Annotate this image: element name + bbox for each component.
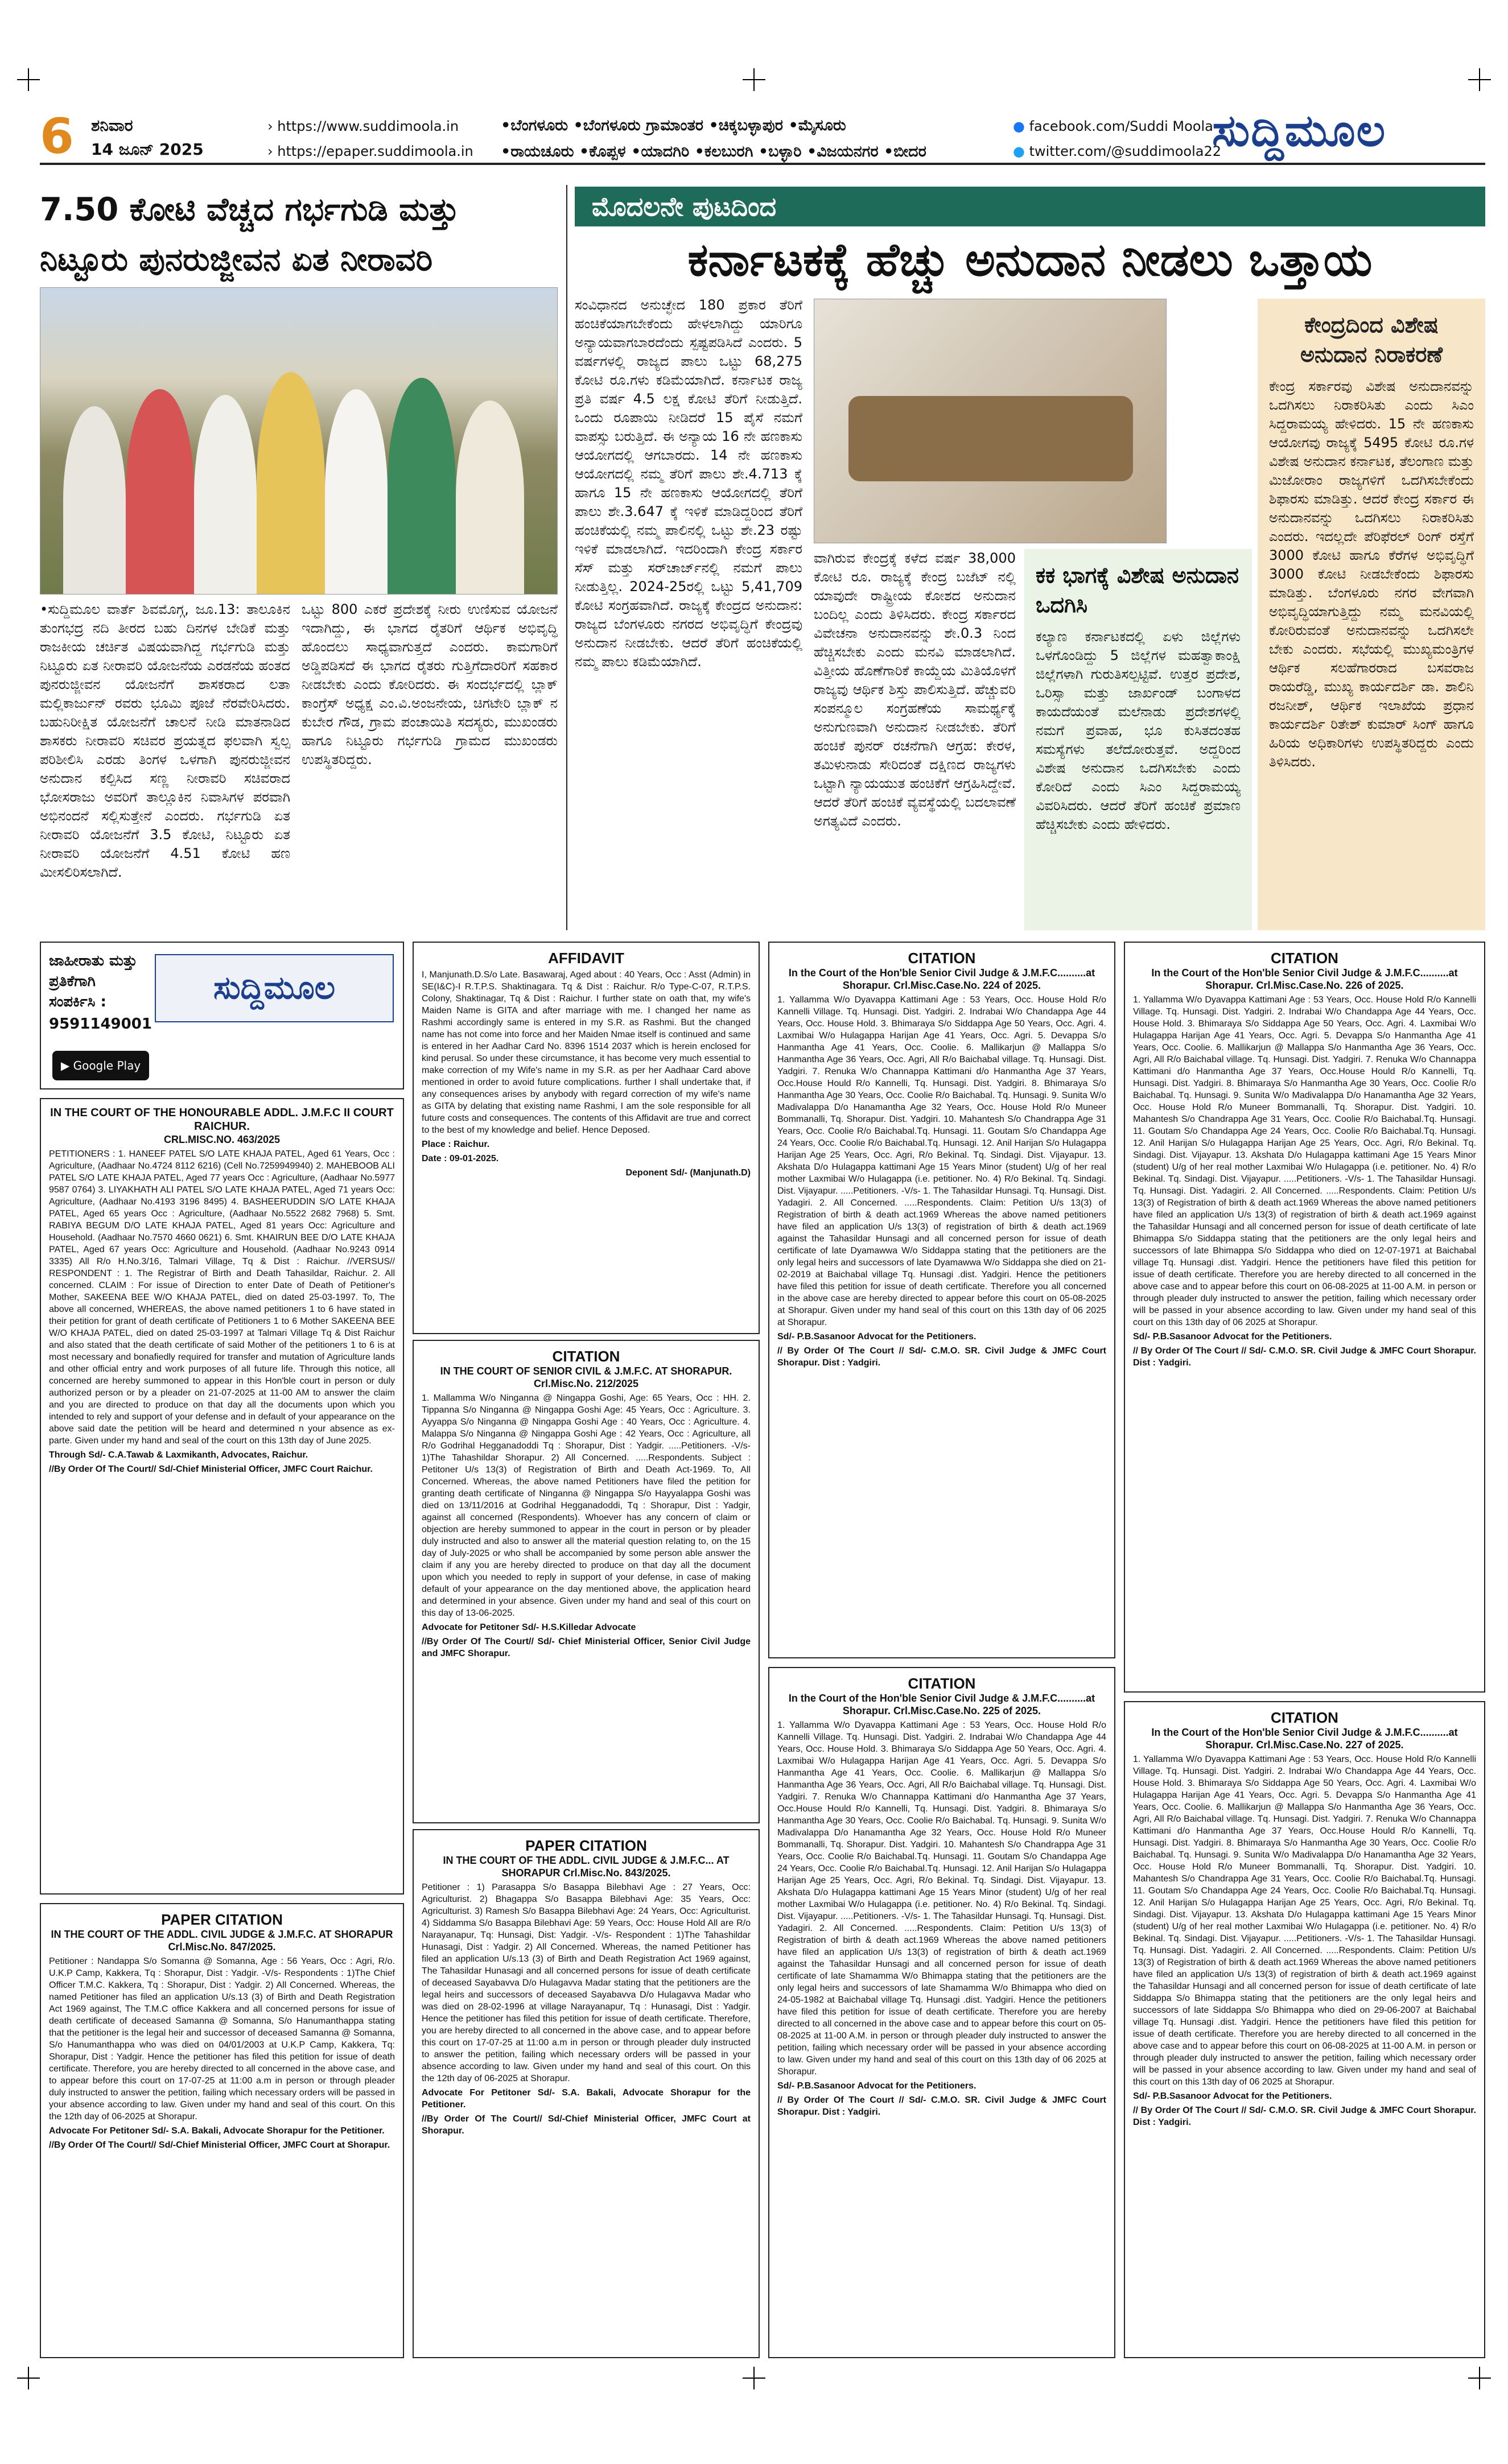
story2-headline: ಕರ್ನಾಟಕಕ್ಕೆ ಹೆಚ್ಚು ಅನುದಾನ ನೀಡಲು ಒತ್ತಾಯ [687, 233, 1373, 286]
notice-sign-right: //By Order Of The Court// Sd/-Chief Ministerial Officer, JMFC Court at Shorapur. [422, 2114, 751, 2136]
notice-sign-left: Sd/- P.B.Sasanoor Advocat for the Petitioners. [1133, 1332, 1332, 1342]
notice-sign-right: //By Order Of The Court// Sd/- Chief Ministerial Officer, Senior Civil Judge and JMFC Shorapur. [422, 1637, 751, 1658]
notice-case: IN THE COURT OF THE ADDL. CIVIL JUDGE & J.M.F.C. AT SHORAPUR Crl.Misc.No. 847/2025. [51, 1929, 393, 1953]
ad-logo: ಸುದ್ದಿಮೂಲ [155, 954, 394, 1022]
date-label: 14 ಜೂನ್ 2025 [91, 140, 204, 159]
crop-mark [17, 68, 40, 91]
notice-body: 1. Yallamma W/o Dyavappa Kattimani Age : 53 Years, Occ. House Hold R/o Kannelli Village. Tq. Hunsagi. Dist. Yadgiri. 2. Indrabai W/o Chandappa Age 44 Years, Occ. House Hold. 3. Bhimaraya S/o Siddappa Age 50 Years, Occ. Agri. 4. Laxmibai W/o Hulagappa Harijan Age 41 Years, Occ. Agri. 5. Devappa S/o Hanmantha Age 41 Years, Occ. Coolie. 6. Mallikarjun @ Mallappa S/o Hanmantha Age 36 Years, Occ. Agri, All R/o Baichabal village. Tq. Hunsagi. Dist. Yadgiri. 7. Renuka W/o Channappa Kattimani d/o Hanmantha Age 37 Years, Occ.House Hould R/o Kannelli, Tq. Hunsagi. Dist. Yadgiri. 8. Bhimaraya S/o Hanmantha Age 30 Years, Occ. Coolie R/o Baichabal. Tq. Hunsagi. 9. Sunita W/o Madivalappa D/o Hanamantha Age 32 Years, Occ. House Hold R/o Muneer Bommanalli, Tq. Shorapur. Dist. Yadgiri. 10. Mahantesh S/o Chandrappa Age 31 Years, Occ. Coolie R/o Baichabal.Tq. Hunsagi. 11. Goutam S/o Chandappa Age 24 Years, Occ. Coolie R/o Baichabal.Tq. Hunsagi. 12. Anil Harijan S/o Hulagappa Harijan Age 25 Years, Occ. Agri, R/o Bekinal. Tq. Sindagi. Dist. Vijayapur. 13. Akshata D/o Hulagappa kattimani Age 15 Years Minor (student) U/g of her real mother Laxmibai W/o Hulagappa (i.e. petitioner. No. 4) R/o Bekinal. Tq. Sindagi. Dist. Vijayapur. .....Petitioners. -V/s- 1. The Tahasildar Hunsagi. Tq. Hunsagi. Dist. Yadagiri. 2. All Concerned. .....Respondents. Claim: Petition U/s 13(3) of Registration of birth & death act.1969 Whereas the above named petitioners have filed an application U/s 13(3) of registration of birth & death act.1969 against the Tahasildar Hunsagi and all concerned person for issue of death certificate of late Bhimappa S/o Siddappa stating that the petitioners are the only legal heirs and successors of late Bhimappa S/o Siddappa who died on 12-07-1971 at Baichabal village Tq. Hunsagi .dist. Yadgiri. Hence the petitioners have filed this petition for issue of death certificate. Therefore you are hereby directed to all concerned in the above case and to appear before this court on 06-08-2025 at 11-00 A.M. in person or through pleader duly instructed to answer the petition, failing which necessary order will be passed in your absence according to law. Given under my hand seal of this court on this 13th day of 06 2025 at Shorapur. [1133, 995, 1476, 1327]
meeting-photo [814, 299, 1167, 543]
notice-case: In the Court of the Hon'ble Senior Civil Judge & J.M.F.C..........at Shorapur. Crl.Misc.Case.No. 226 of 2025. [1151, 967, 1458, 991]
ad-phone: 9591149001 [49, 1016, 152, 1033]
notice-sign-right: // By Order Of The Court // Sd/- C.M.O. SR. Civil Judge & JMFC Court Shorapur. Dist : Yadgiri. [1133, 1346, 1476, 1368]
twitter-icon: ● [1013, 143, 1029, 159]
crop-mark [17, 2367, 40, 2389]
notice-sign-left: Advocate For Petitoner Sd/- S.A. Bakali, Advocate Shorapur for the Petitioner. [422, 2088, 751, 2110]
notice-citation-226 [1124, 942, 1485, 1693]
crop-mark [1468, 2367, 1491, 2389]
twitter-link[interactable]: twitter.com/@suddimoola22 [1029, 143, 1222, 159]
notice-title: AFFIDAVIT [548, 950, 624, 967]
story2-body-col2: ವಾಗಿರುವ ಕೇಂದ್ರಕ್ಕೆ ಕಳೆದ ವರ್ಷ 38,000 ಕೋಟಿ ರೂ. ರಾಜ್ಯಕ್ಕೆ ಕೇಂದ್ರ ಬಜೆಟ್ ನಲ್ಲಿ ಯಾವುದೇ ರಾಷ್ಟ್ರೀಯ ಕೋಶದ ಅನುದಾನ ಬಂದಿಲ್ಲ ಎಂದು ತಿಳಿಸಿದರು. ಕೇಂದ್ರ ಸರ್ಕಾರದ ವಿವೇಚನಾ ಅನುದಾನವನ್ನು ಶೇ.0.3 ನಿಂದ ಹೆಚ್ಚಿಸಬೇಕು ಎಂದು ಮನವಿ ಮಾಡಲಾಗಿದೆ. ವಿತ್ತೀಯ ಹೊಣೆಗಾರಿಕೆ ಕಾಯ್ದೆಯ ಮಿತಿಯೊಳಗೆ ರಾಜ್ಯವು ಆರ್ಥಿಕ ಶಿಸ್ತು ಪಾಲಿಸುತ್ತಿದೆ. ಹೆಚ್ಚುವರಿ ಸಂಪನ್ಮೂಲ ಸಂಗ್ರಹಣೆಯ ಸಾಮರ್ಥ್ಯಕ್ಕೆ ಅನುಗುಣವಾಗಿ ಅನುದಾನ ನೀಡಬೇಕು. ತೆರಿಗೆ ಹಂಚಿಕೆ ಪುನರ್ ರಚನೆಗಾಗಿ ಆಗ್ರಹ: ಕೇರಳ, ತಮಿಳುನಾಡು ಸೇರಿದಂತೆ ದಕ್ಷಿಣದ ರಾಜ್ಯಗಳು ಒಟ್ಟಾಗಿ ನ್ಯಾಯಯುತ ಹಂಚಿಕೆಗೆ ಆಗ್ರಹಿಸಿದ್ದೇವೆ. ಆದರೆ ತೆರಿಗೆ ಹಂಚಿಕೆ ವ್ಯವಸ್ಥೆಯಲ್ಲಿ ಬದಲಾವಣೆ ಅಗತ್ಯವಿದೆ ಎಂದರು. [814, 550, 1016, 829]
notice-title: CITATION [908, 1675, 976, 1692]
chevron-right-icon: › [267, 118, 278, 134]
play-icon: ▶ [60, 1059, 73, 1072]
story1-body-col1: •ಸುದ್ದಿಮೂಲ ವಾರ್ತೆ ಶಿವಮೊಗ್ಗ, ಜೂ.13: ತಾಲೂಕಿನ ತುಂಗಭದ್ರ ನದಿ ತೀರದ ಬಹು ದಿನಗಳ ಬೇಡಿಕೆ ಮತ್ತು ರಾಜಕೀಯ ಚರ್ಚಿತ ವಿಷಯವಾಗಿದ್ದ ಗರ್ಭಗುಡಿ ಮತ್ತು ನಿಟ್ಟೂರು ಏತ ನೀರಾವರಿ ಯೋಜನೆಯ ಎರಡನೆಯ ಹಂತದ ಪುನರುಜ್ಜೀವನ ಯೋಜನೆಗೆ ಶಾಸಕರಾದ ಲತಾ ಮಲ್ಲಿಕಾರ್ಜುನ್ ರವರು ಭೂಮಿ ಪೂಜೆ ನೆರವೇರಿಸಿದರು. ಬಹುನಿರೀಕ್ಷಿತ ಯೋಜನೆಗೆ ಚಾಲನೆ ನೀಡಿ ಮಾತನಾಡಿದ ಶಾಸಕರು ನೀರಾವರಿ ಸಚಿವರ ಪ್ರಯತ್ನದ ಫಲವಾಗಿ ಸ್ವಲ್ಪ ಪರಿಶೀಲಿಸಿ ಎರಡು ತಿಂಗಳ ಒಳಗಾಗಿ ಪುನರುಜ್ಜೀವನ ಅನುದಾನ ಕಲ್ಪಿಸಿದ ಸಣ್ಣ ನೀರಾವರಿ ಸಚಿವರಾದ ಭೋಸರಾಜು ಅವರಿಗೆ ತಾಲ್ಲೂಕಿನ ನಿವಾಸಿಗಳ ಪರವಾಗಿ ಅಭಿನಂದನೆ ಸಲ್ಲಿಸುತ್ತೇನೆ ಎಂದರು. ಗರ್ಭಗುಡಿ ಏತ ನೀರಾವರಿ ಯೋಜನೆಗೆ 3.5 ಕೋಟಿ, ನಿಟ್ಟೂರು ಏತ ನೀರಾವರಿ ಯೋಜನೆಗೆ 4.51 ಕೋಟಿ ಹಣ ಮೀಸಲಿರಿಸಲಾಗಿದೆ. [40, 601, 290, 880]
story1-headline: 7.50 ಕೋಟಿ ವೆಚ್ಚದ ಗರ್ಭಗುಡಿ ಮತ್ತು ನಿಟ್ಟೂರು ಪುನರುಜ್ಜೀವನ ಏತ ನೀರಾವರಿ [40, 191, 459, 278]
box-body: ಕಲ್ಯಾಣ ಕರ್ನಾಟಕದಲ್ಲಿ ಏಳು ಜಿಲ್ಲೆಗಳು ಒಳಗೊಂಡಿದ್ದು 5 ಜಿಲ್ಲೆಗಳ ಮಹತ್ವಾಕಾಂಕ್ಷಿ ಜಿಲ್ಲೆಗಳಾಗಿ ಗುರುತಿಸಲ್ಪಟ್ಟಿವೆ. ಉತ್ತರ ಪ್ರದೇಶ, ಒರಿಸ್ಸಾ ಮತ್ತು ಜಾರ್ಖಂಡ್ ಬಂಗಾಳದ ಕಾಯದೆಯಂತೆ ಮಲೆನಾಡು ಪ್ರದೇಶಗಳಲ್ಲಿ ನಮಗೆ ಪ್ರವಾಹ, ಭೂ ಕುಸಿತದಂತಹ ಸಮಸ್ಯೆಗಳು ತಲೆದೋರುತ್ತವೆ. ಅದ್ದರಿಂದ ವಿಶೇಷ ಅನುದಾನ ಒದಗಿಸಬೇಕು ಎಂದು ಕೋರಿದೆ ಎಂದು ಸಿಎಂ ಸಿದ್ದರಾಮಯ್ಯ ವಿವರಿಸಿದರು. ಆದರೆ ತೆರಿಗೆ ಹಂಚಿಕೆ ಪ್ರಮಾಣ ಹೆಚ್ಚಿಸಬೇಕು ಎಂದು ಹೇಳಿದರು. [1036, 629, 1241, 832]
notice-title: CITATION [1271, 1709, 1338, 1726]
notice-citation-227 [1124, 1701, 1485, 2358]
crop-mark [1468, 68, 1491, 91]
page-number: 6 [40, 108, 74, 165]
notice-body: Petitioner : 1) Parasappa S/o Basappa Bilebhavi Age : 27 Years, Occ: Agriculturist. 2) Bhagappa S/o Basappa Bilebhavi Age: 35 Years, Occ: Agriculturist. 3) Ramesh S/o Basappa Bilebhavi Age: 24 Years, Occ: Agriculturist. 4) Siddamma S/o Basappa Bilebhavi Age: 59 Years, Occ: House Hold All are R/o Narayanapur, Tq: Hunsagi, Dist: Yadgir. -V/s- Respondent : 1)The Tahashildar Hunasagi, Dist : Yadgir. 2) All Concerned. Whereas, the named Petitioner has filed an application U/s.13 (3) of Birth and Death Registration Act 1969 against, The Tahasildar Hunasagi and all concerned persons for issue of death certificate of deceased Sayabavva D/o Hulagavva Madar stating that the petitioners are the legal heirs and successors of deceased Sayabavva D/o Hulagavva Madar who was died on 28-02-1996 at village Narayanapur, Tq : Hunasagi, Dist : Yadgir. Hence the petitioner has filed this petition for issue of death certificate. Therefore, you are hereby directed to all concerned in the above case, and to appear before this court on 17-07-25 at 11:00 a.m in person or through pleader duly instructed to answer the petition, failing which necessary orders will be passed in your absence according to law. Given under my hand and seal of this court. On this the 12th day of 06-2025 at Shorapur. [422, 1883, 751, 2083]
notice-sign-left: Through Sd/- C.A.Tawab & Laxmikanth, Advocates, Raichur. [49, 1450, 308, 1460]
notice-sign-right: //By Order Of The Court// Sd/-Chief Ministerial Officer, JMFC Court at Shorapur. [49, 2140, 390, 2150]
website-links [267, 114, 473, 164]
social-links [1013, 114, 1221, 164]
kk-grant-box [1024, 549, 1252, 930]
affidavit-date: Date : 09-01-2025. [422, 1154, 499, 1163]
box-title: ಕೇಂದ್ರದಿಂದ ವಿಶೇಷ ಅನುದಾನ ನಿರಾಕರಣೆ [1300, 312, 1443, 367]
notice-case: In the Court of the Hon'ble Senior Civil Judge & J.M.F.C..........at Shorapur. Crl.Misc.Case.No. 225 of 2025. [788, 1693, 1095, 1716]
notice-case: IN THE COURT OF SENIOR CIVIL & J.M.F.C. AT SHORAPUR. Crl.Misc.No. 212/2025 [440, 1365, 732, 1389]
notice-body: PETITIONERS : 1. HANEEF PATEL S/O LATE KHAJA PATEL, Aged 61 Years, Occ : Agriculture, (Aadhaar No.4724 8112 6216) (Cell No.7259949940) 2. MAHEBOOB ALI PATEL S/O LATE KHAJA PATEL, Aged 77 years Occ : Agriculture, (Aadhaar No.5977 9587 0764) 3. LIYAKHATH ALI PATEL S/O LATE KHAJA PATEL, Aged 71 years Occ: Agriculture, (Aadhaar No.4193 3196 8495) 4. BASHEERUDDIN S/O LATE KHAJA PATEL, Aged 65 years Occ : Agriculture, (Aadhaar No.5522 2682 7968) 5. Smt. RABIYA BEGUM D/O LATE KHAJA PATEL, Aged 81 years Occ: Agriculture and Household. (Aadhaar No.7570 4660 0621) 6. Smt. KHAIRUN BEE D/O LATE KHAJA PATEL, Aged 67 years Occ: Agriculture and Household. (Aadhaar No.9243 0914 3335) All R/o H.No.3/16, Talmari Village, Tq & Dist : Raichur. //VERSUS// RESPONDENT : 1. The Registrar of Birth and Death Tahasildar, Raichur. 2. All concerned. CLAIM : For issue of Direction to enter Date of Death of Petitioner's Mother, SAKEENA BEE W/O KHAJA PATEL, died on dated 25-03-1997. To, The above all concerned, WHEREAS, the above named petitioners 1 to 6 have stated in their petition for grant of death certificate of Petitioners 1 to 6 Mother SAKEENA BEE W/O KHAJA PATEL, died on dated 25-03-1997 at Talmari Village Tq & Dist Raichur and also stated that the death certificate of said Mother of the petitioners 1 to 6 is at most necessary and bonafiedly required for transfer and mutation of Agriculture lands and other official entry and work purposes of all future life. Through this notice, all concerned are hereby summoned to appear in this Hon'ble court in person or duly authorized person or by a pleader on 21-07-2025 at 11-00 AM to answer the claim and you are directed to produce on that day all the documents upon which you intended to rely and support of your defense and in default of your appearance on the above said date the petition will be heard and determined n your absence as ex-parte. Given under my hand and seal of the court on this 13th day of June 2025. [49, 1149, 395, 1446]
notice-affidavit [413, 942, 760, 1334]
notice-case: CRL.MISC.NO. 463/2025 [163, 1134, 281, 1145]
cities-line: •ರಾಯಚೂರು •ಕೊಪ್ಪಳ •ಯಾದಗಿರಿ •ಕಲಬುರಗಿ •ಬಳ್ಳಾರಿ •ವಿಜಯನಗರ •ಬೀದರ [501, 143, 926, 160]
crop-mark [743, 68, 765, 91]
notice-sign-right: // By Order Of The Court // Sd/- C.M.O. SR. Civil Judge & JMFC Court Shorapur. Dist : Yadgiri. [777, 1346, 1106, 1368]
notice-citation-224 [768, 942, 1115, 1658]
notice-sign-left: Sd/- P.B.Sasanoor Advocat for the Petitioners. [777, 2081, 977, 2091]
box-title: ಕಕ ಭಾಗಕ್ಕೆ ವಿಶೇಷ ಅನುದಾನ ಒದಗಿಸಿ [1036, 563, 1239, 617]
notice-case: In the Court of the Hon'ble Senior Civil Judge & J.M.F.C..........at Shorapur. Crl.Misc.Case.No. 227 of 2025. [1151, 1727, 1458, 1751]
contact-ad [40, 942, 404, 1089]
notice-paper-citation-847 [40, 1903, 404, 2358]
notice-sign-left: Sd/- P.B.Sasanoor Advocat for the Petitioners. [777, 1332, 977, 1342]
notice-title: PAPER CITATION [161, 1911, 283, 1928]
notice-sign-right: //By Order Of The Court// Sd/-Chief Ministerial Officer, JMFC Court Raichur. [49, 1464, 373, 1474]
notice-citation-225 [768, 1667, 1115, 2358]
google-play-badge[interactable]: ▶ Google Play [52, 1051, 149, 1080]
box-body: ಕೇಂದ್ರ ಸರ್ಕಾರವು ವಿಶೇಷ ಅನುದಾನವನ್ನು ಒದಗಿಸಲು ನಿರಾಕರಿಸಿತು ಎಂದು ಸಿಎಂ ಸಿದ್ದರಾಮಯ್ಯ ಹೇಳಿದರು. 15 ನೇ ಹಣಕಾಸು ಆಯೋಗವು ರಾಜ್ಯಕ್ಕೆ 5495 ಕೋಟಿ ರೂ.ಗಳ ವಿಶೇಷ ಅನುದಾನ ಕರ್ನಾಟಕ, ತೆಲಂಗಾಣ ಮತ್ತು ಮಿಜೋರಾಂ ರಾಜ್ಯಗಳಿಗೆ ಒದಗಿಸಬೇಕೆಂದು ಶಿಫಾರಸು ಮಾಡಿತ್ತು. ಆದರೆ ಕೇಂದ್ರ ಸರ್ಕಾರ ಈ ಅನುದಾನವನ್ನು ಒದಗಿಸಲು ನಿರಾಕರಿಸಿತು ಎಂದರು. ಇದಲ್ಲದೇ ಪೆರಿಫೆರಲ್ ರಿಂಗ್ ರಸ್ತೆಗೆ 3000 ಕೋಟಿ ಹಾಗೂ ಕೆರೆಗಳ ಅಭಿವೃದ್ಧಿಗೆ 3000 ಕೋಟಿ ನೀಡಬೇಕೆಂದು ಶಿಫಾರಸು ಮಾಡಿತ್ತು. ಬೆಂಗಳೂರು ನಗರ ವೇಗವಾಗಿ ಅಭಿವೃದ್ಧಿಯಾಗುತ್ತಿದ್ದು ನಮ್ಮ ಮನವಿಯಲ್ಲಿ ಕೋರಿರುವಂತೆ ಅನುದಾನವನ್ನು ಒದಗಿಸಲೇ ಬೇಕು ಎಂದರು. ಸಭೆಯಲ್ಲಿ ಮುಖ್ಯಮಂತ್ರಿಗಳ ಆರ್ಥಿಕ ಸಲಹೆಗಾರರಾದ ಬಸವರಾಜ ರಾಯರೆಡ್ಡಿ, ಮುಖ್ಯ ಕಾರ್ಯದರ್ಶಿ ಡಾ. ಶಾಲಿನಿ ರಜನೀಶ್, ಆರ್ಥಿಕ ಇಲಾಖೆಯ ಪ್ರಧಾನ ಕಾರ್ಯದರ್ಶಿ ರಿತೇಶ್ ಕುಮಾರ್ ಸಿಂಗ್ ಹಾಗೂ ಹಿರಿಯ ಅಧಿಕಾರಿಗಳು ಉಪಸ್ಥಿತರಿದ್ದರು ಎಂದು ತಿಳಿಸಿದರು. [1269, 378, 1474, 770]
newspaper-logo: ಸುದ್ದಿಮೂಲ [1212, 105, 1387, 156]
notice-body: I, Manjunath.D.S/o Late. Basawaraj, Aged about : 40 Years, Occ : Asst (Admin) in SE(I&C)-I R.T.P.S. Shaktinagara. Tq & Dist : Raichur. R/o Type-C-07, R.T.P.S. Colony, Shaktinagar, Tq & Dist : Raichur. I further state on oath that, my wife's Maiden Name is GITA and after marriage with me. I changed her name as Rashmi accordingly same is entered in my S.R. as Rashmi. But the changed name has not come into force and her Maiden Nmae itself is continued and same is entered in her Aadhar Card No. 8396 1514 2037 which is herein enclosed for kind perusal. So under these circumstance, it has become very much essential to make correction of my Wife's name in my S.R. as per her Aadhaar Card above mentioned in order to avoid future complications. further I shall undertake that, if any consequences arises by anybody with regard correction of my wife's name as GITA by delating that existing name Rashmi, I am the sole responsible for all future costs and consequences. The contents of this Affidavit are true and correct to the best of my knowledge and belief. Hence Deposed. [422, 970, 751, 1135]
crop-mark [743, 2367, 765, 2389]
notice-paper-citation-843 [413, 1829, 760, 2358]
notice-title: CITATION [908, 950, 976, 967]
website-link[interactable]: https://www.suddimoola.in [277, 118, 459, 134]
notice-sign-left: Advocate for Petitoner Sd/- H.S.Killedar Advocate [422, 1623, 636, 1632]
notice-sign-left: Advocate For Petitoner Sd/- S.A. Bakali, Advocate Shorapur for the Petitioner. [49, 2126, 385, 2136]
notice-body: 1. Yallamma W/o Dyavappa Kattimani Age : 53 Years, Occ. House Hold R/o Kannelli Village. Tq. Hunsagi. Dist. Yadgiri. 2. Indrabai W/o Chandappa Age 44 Years, Occ. House Hold. 3. Bhimaraya S/o Siddappa Age 50 Years, Occ. Agri. 4. Laxmibai W/o Hulagappa Harijan Age 41 Years, Occ. Agri. 5. Devappa S/o Hanmantha Age 41 Years, Occ. Coolie. 6. Mallikarjun @ Mallappa S/o Hanmantha Age 36 Years, Occ. Agri, All R/o Baichabal village. Tq. Hunsagi. Dist. Yadgiri. 7. Renuka W/o Channappa Kattimani d/o Hanmantha Age 37 Years, Occ.House Hould R/o Kannelli, Tq. Hunsagi. Dist. Yadgiri. 8. Bhimaraya S/o Hanmantha Age 30 Years, Occ. Coolie R/o Baichabal. Tq. Hunsagi. 9. Sunita W/o Madivalappa D/o Hanamantha Age 32 Years, Occ. House Hold R/o Muneer Bommanalli, Tq. Shorapur. Dist. Yadgiri. 10. Mahantesh S/o Chandrappa Age 31 Years, Occ. Coolie R/o Baichabal.Tq. Hunsagi. 11. Goutam S/o Chandappa Age 24 Years, Occ. Coolie R/o Baichabal.Tq. Hunsagi. 12. Anil Harijan S/o Hulagappa Harijan Age 25 Years, Occ. Agri, R/o Bekinal. Tq. Sindagi. Dist. Vijayapur. 13. Akshata D/o Hulagappa kattimani Age 15 Years Minor (student) U/g of her real mother Laxmibai W/o Hulagappa (i.e. petitioner. No. 4) R/o Bekinal. Tq. Sindagi. Dist. Vijayapur. .....Petitioners. -V/s- 1. The Tahasildar Hunsagi. Tq. Hunsagi. Dist. Yadagiri. 2. All Concerned. .....Respondents. Claim: Petition U/s 13(3) of Registration of birth & death act.1969 Whereas the above named petitioners have filed an application U/s 13(3) of registration of birth & death act.1969 against the Tahasildar Hunsagi and all concerned person for issue of death certificate of late Dyamawwa W/o Siddappa stating that the petitioners are the only legal heirs and successors of late Dyamawwa W/o Siddappa she died on 21-02-2019 at Baichabal village Tq. Hunsagi .dist. Yadgiri. Hence the petitioners have filed this petition for issue of death certificate. Therefore you all concerned in the above case are hereby directed to appear before this court on 05-08-2025 at Shorapur. Given under my hand seal of this court on this 13th day of 06 2025 at Shorapur. [777, 995, 1106, 1327]
notice-case: IN THE COURT OF THE ADDL. CIVIL JUDGE & J.M.F.C... AT SHORAPUR Crl.Misc.No. 843/2025. [443, 1855, 730, 1879]
affidavit-deponent: Deponent Sd/- (Manjunath.D) [625, 1168, 751, 1178]
day-label: ಶನಿವಾರ [91, 116, 133, 135]
issue-date [91, 114, 204, 162]
edition-cities [501, 113, 1002, 165]
continued-banner: ಮೊದಲನೇ ಪುಟದಿಂದ [575, 187, 1485, 226]
ad-title: ಜಾಹೀರಾತು ಮತ್ತು ಪ್ರತಿಕೆಗಾಗಿ ಸಂಪರ್ಕಿಸಿ : [49, 952, 138, 1010]
cities-line: •ಬೆಂಗಳೂರು •ಬೆಂಗಳೂರು ಗ್ರಾಮಾಂತರ •ಚಿಕ್ಕಬಳ್ಳಾಪುರ •ಮೈಸೂರು [501, 117, 846, 134]
notice-body: 1. Mallamma W/o Ninganna @ Ningappa Goshi, Age: 65 Years, Occ : HH. 2. Tippanna S/o Ninganna @ Ningappa Goshi Age: 45 Years, Occ : Agriculture. 3. Ayyappa S/o Ninganna @ Ningappa Goshi Age : 40 Years, Occ : Agriculture. 4. Malappa S/o Ninganna @ Ningappa Goshi Age : 42 Years, Occ : Agriculture, all R/o Godrihal Hegganadoddi Tq : Shorapur, Dist : Yadgir. .....Petitioners. -V/s- 1)The Tahashildar Shorapur. 2) All Concerned. .....Respondents. Subject : Petitoner U/s 13(3) of Registration of Birth and Death Act-1969. To, All Concerned. Whereas, the above named Petitioners have filed the petition for granting death certificate of Ninganna @ Ningappa S/o Hayyalappa Goshi was died on 13/11/2016 at Godrihal Hegganadoddi, Tq : Shorapur, Dist : Yadgir, against all concerned (Respondents). Whoever has any concern of claim or objection are hereby summoned to appear in the court in person or by pleader duly instructed and also to answer all the material question relating to, on the 15 day of July-2025 or who shall be accompanied by some person able answer the claim if any you are hereby directed to produce on that day all the document upon which you needed to reply in support of your defense, in case of making default of your appearance on the day mentioned above, the application heard and determined in your absence. Given under my hand and seal of this court on this day of 13-06-2025. [422, 1393, 751, 1618]
notice-raichur [40, 1098, 404, 1895]
notice-sign-right: // By Order Of The Court // Sd/- C.M.O. SR. Civil Judge & JMFC Court Shorapur. Dist : Yadgiri. [777, 2095, 1106, 2117]
story1-photo [40, 287, 558, 595]
notice-title: IN THE COURT OF THE HONOURABLE ADDL. J.M.F.C II COURT RAICHUR. [50, 1107, 394, 1133]
notice-sign-left: Sd/- P.B.Sasanoor Advocat for the Petitioners. [1133, 2091, 1332, 2101]
special-grant-box [1258, 299, 1485, 930]
notice-body: 1. Yallamma W/o Dyavappa Kattimani Age : 53 Years, Occ. House Hold R/o Kannelli Village. Tq. Hunsagi. Dist. Yadgiri. 2. Indrabai W/o Chandappa Age 44 Years, Occ. House Hold. 3. Bhimaraya S/o Siddappa Age 50 Years, Occ. Agri. 4. Laxmibai W/o Hulagappa Harijan Age 41 Years, Occ. Agri. 5. Devappa S/o Hanmantha Age 41 Years, Occ. Coolie. 6. Mallikarjun @ Mallappa S/o Hanmantha Age 36 Years, Occ. Agri, All R/o Baichabal village. Tq. Hunsagi. Dist. Yadgiri. 7. Renuka W/o Channappa Kattimani d/o Hanmantha Age 37 Years, Occ.House Hould R/o Kannelli, Tq. Hunsagi. Dist. Yadgiri. 8. Bhimaraya S/o Hanmantha Age 30 Years, Occ. Coolie R/o Baichabal. Tq. Hunsagi. 9. Sunita W/o Madivalappa D/o Hanamantha Age 32 Years, Occ. House Hold R/o Muneer Bommanalli, Tq. Shorapur. Dist. Yadgiri. 10. Mahantesh S/o Chandrappa Age 31 Years, Occ. Coolie R/o Baichabal.Tq. Hunsagi. 11. Goutam S/o Chandappa Age 24 Years, Occ. Coolie R/o Baichabal.Tq. Hunsagi. 12. Anil Harijan S/o Hulagappa Harijan Age 25 Years, Occ. Agri, R/o Bekinal. Tq. Sindagi. Dist. Vijayapur. 13. Akshata D/o Hulagappa kattimani Age 15 Years Minor (student) U/g of her real mother Laxmibai W/o Hulagappa (i.e. petitioner. No. 4) R/o Bekinal. Tq. Sindagi. Dist. Vijayapur. .....Petitioners. -V/s- 1. The Tahasildar Hunsagi. Tq. Hunsagi. Dist. Yadagiri. 2. All Concerned. .....Respondents. Claim: Petition U/s 13(3) of Registration of birth & death act.1969 Whereas the above named petitioners have filed an application U/s 13(3) of registration of birth & death act.1969 against the Tahasildar Hunsagi and all concerned person for issue of death certificate of late Shamamma W/o Bhimappa stating that the petitioners are the only legal heirs and successors of late Shamamma W/o Bhimappa who died on 24-05-1982 at Baichabal village Tq. Hunsagi .dist. Yadgiri. Hence the petitioners have filed this petition for issue of death certificate. Therefore you are hereby directed to all concerned in the above case and to appear before this court on 05-08-2025 at 11-00 A.M. in person or through pleader duly instructed to answer the petition, failing which necessary order will be passed in your absence according to law. Given under my hand and seal of this court on this 13th day of 06 2025 at Shorapur. [777, 1720, 1106, 2077]
notice-body: Petitioner : Nandappa S/o Somanna @ Somanna, Age : 56 Years, Occ : Agri, R/o. U.K.P Camp, Kakkera, Tq : Shorapur, Dist : Yadgir. -V/s- Respondents : 1)The Chief Officer T.M.C. Kakkera, Tq : Shorapur, Dist : Yadgir. 2) All Concerned. Whereas, the named Petitioner has filed an application U/s.13 (3) of Birth and Death Registration Act 1969 against, The T.M.C office Kakkera and all concerned persons for issue of death certificate of deceased Samanna @ Somanna, S/o Hanumanthappa stating that the petitioner is the legal heir and successor of deceased Samanna @ Somanna, S/o Hanumanthappa who was died on 04/01/2003 at U.K.P Camp, Kakkera, Tq: Shorapur, Dist : Yadgir. Hence the petitioner has filed this petition for issue of death certificate. Therefore, you are hereby directed to all concerned in the above case, and to appear before this court on 17-07-25 at 11:00 a.m in person or through pleader duly instructed to answer the petition, failing which necessary orders will be passed in your absence according to law. Given under my hand and seal of this court. On this the 12th day of 06-2025 at Shorapur. [49, 1957, 395, 2122]
chevron-right-icon: › [267, 143, 278, 159]
notice-sign-right: // By Order Of The Court // Sd/- C.M.O. SR. Civil Judge & JMFC Court Shorapur. Dist : Yadgiri. [1133, 2106, 1476, 2127]
notice-title: CITATION [1271, 950, 1338, 967]
epaper-link[interactable]: https://epaper.suddimoola.in [277, 143, 473, 159]
affidavit-place: Place : Raichur. [422, 1140, 490, 1149]
column-divider [566, 185, 567, 930]
notice-title: PAPER CITATION [525, 1837, 647, 1854]
story2-body-col1: ಸಂವಿಧಾನದ ಅನುಚ್ಛೇದ 180 ಪ್ರಕಾರ ತೆರಿಗೆ ಹಂಚಿಕೆಯಾಗಬೇಕೆಂದು ಹೇಳಲಾಗಿದ್ದು ಯಾರಿಗೂ ಅನ್ಯಾಯವಾಗಬಾರದೆಂದು ಸ್ಪಷ್ಟಪಡಿಸಿದೆ ಎಂದರು. 5 ವರ್ಷಗಳಲ್ಲಿ ರಾಜ್ಯದ ಪಾಲು ಒಟ್ಟು 68,275 ಕೋಟಿ ರೂ.ಗಳು ಕಡಿಮೆಯಾಗಿದೆ. ಕರ್ನಾಟಕ ರಾಜ್ಯ ಪ್ರತಿ ವರ್ಷ 4.5 ಲಕ್ಷ ಕೋಟಿ ತೆರಿಗೆ ನೀಡುತ್ತಿದೆ. ಒಂದು ರೂಪಾಯಿ ನೀಡಿದರೆ 15 ಪೈಸೆ ನಮಗೆ ವಾಪಸ್ಸು ಬರುತ್ತಿದೆ. ಈ ಅನ್ಯಾಯ 16 ನೇ ಹಣಕಾಸು ಆಯೋಗದಲ್ಲಿ ಆಗಬಾರದು. 14 ನೇ ಹಣಕಾಸು ಆಯೋಗದಲ್ಲಿ ನಮ್ಮ ತೆರಿಗೆ ಪಾಲು ಶೇ.4.713 ಕ್ಕೆ ಹಾಗೂ 15 ನೇ ಹಣಕಾಸು ಆಯೋಗದಲ್ಲಿ ತೆರಿಗೆ ಪಾಲು ಶೇ.3.647 ಕ್ಕೆ ಇಳಿಕೆ ಮಾಡಿದ್ದರಿಂದ ತೆರಿಗೆ ಹಂಚಿಕೆಯಲ್ಲಿ ನಮ್ಮ ಪಾಲಿನಲ್ಲಿ ಒಟ್ಟು ಶೇ.23 ರಷ್ಟು ಇಳಿಕೆ ಮಾಡಲಾಗಿದೆ. ಇದರಿಂದಾಗಿ ಕೇಂದ್ರ ಸರ್ಕಾರ ಸೆಸ್ ಮತ್ತು ಸರ್‌ಚಾರ್ಜ್‌ನಲ್ಲಿ ನಮಗೆ ಪಾಲು ನೀಡುತ್ತಿಲ್ಲ. 2024-25ರಲ್ಲಿ ಒಟ್ಟು 5,41,709 ಕೋಟಿ ಸಂಗ್ರಹವಾಗಿದೆ. ರಾಜ್ಯಕ್ಕೆ ಕೇಂದ್ರದ ಅನುದಾನ: ರಾಜ್ಯದ ಬೆಂಗಳೂರು ನಗರದ ಅಭಿವೃದ್ಧಿಗೆ ಕೇಂದ್ರವು ಅನುದಾನ ನೀಡಬೇಕು. ಆದರೆ ತೆರಿಗೆ ಹಂಚಿಕೆಯಲ್ಲಿ ನಮ್ಮ ಪಾಲು ಕಡಿಮೆಯಾಗಿದೆ. [575, 297, 802, 670]
notice-citation-212 [413, 1340, 760, 1823]
notice-title: CITATION [552, 1348, 620, 1365]
notice-case: In the Court of the Hon'ble Senior Civil Judge & J.M.F.C..........at Shorapur. Crl.Misc.Case.No. 224 of 2025. [788, 967, 1095, 991]
facebook-link[interactable]: facebook.com/Suddi Moola [1029, 118, 1213, 134]
facebook-icon: ● [1013, 118, 1029, 134]
story1-body-col2: ಒಟ್ಟು 800 ಎಕರೆ ಪ್ರದೇಶಕ್ಕೆ ನೀರು ಉಣಿಸುವ ಯೋಜನೆ ಇದಾಗಿದ್ದು, ಈ ಭಾಗದ ರೈತರಿಗೆ ಆರ್ಥಿಕ ಅಭಿವೃದ್ಧಿ ಹೊಂದಲು ಸಾಧ್ಯವಾಗುತ್ತದೆ ಎಂದರು. ಕಾಮಗಾರಿಗೆ ಅಡ್ಡಿಪಡಿಸದೆ ಈ ಭಾಗದ ರೈತರು ಗುತ್ತಿಗೆದಾರರಿಗೆ ಸಹಕಾರ ನೀಡಬೇಕು ಎಂದು ಕೋರಿದರು. ಈ ಸಂದರ್ಭದಲ್ಲಿ ಬ್ಲಾಕ್ ಕಾಂಗ್ರೆಸ್ ಅಧ್ಯಕ್ಷ ಎಂ.ವಿ.ಅಂಜನೇಯ, ಚಿಗಟೇರಿ ಬ್ಲಾಕ್ ನ ಕುಬೇರ ಗೌಡ, ಗ್ರಾಮ ಪಂಚಾಯಿತಿ ಸದಸ್ಯರು, ಮುಖಂಡರು ಹಾಗೂ ನಿಟ್ಟೂರು ಗರ್ಭಗುಡಿ ಗ್ರಾಮದ ಮುಖಂಡರು ಉಪಸ್ಥಿತರಿದ್ದರು. [302, 601, 558, 767]
notice-body: 1. Yallamma W/o Dyavappa Kattimani Age : 53 Years, Occ. House Hold R/o Kannelli Village. Tq. Hunsagi. Dist. Yadgiri. 2. Indrabai W/o Chandappa Age 44 Years, Occ. House Hold. 3. Bhimaraya S/o Siddappa Age 50 Years, Occ. Agri. 4. Laxmibai W/o Hulagappa Harijan Age 41 Years, Occ. Agri. 5. Devappa S/o Hanmantha Age 41 Years, Occ. Coolie. 6. Mallikarjun @ Mallappa S/o Hanmantha Age 36 Years, Occ. Agri, All R/o Baichabal village. Tq. Hunsagi. Dist. Yadgiri. 7. Renuka W/o Channappa Kattimani d/o Hanmantha Age 37 Years, Occ.House Hould R/o Kannelli, Tq. Hunsagi. Dist. Yadgiri. 8. Bhimaraya S/o Hanmantha Age 30 Years, Occ. Coolie R/o Baichabal. Tq. Hunsagi. 9. Sunita W/o Madivalappa D/o Hanamantha Age 32 Years, Occ. House Hold R/o Muneer Bommanalli, Tq. Shorapur. Dist. Yadgiri. 10. Mahantesh S/o Chandrappa Age 31 Years, Occ. Coolie R/o Baichabal.Tq. Hunsagi. 11. Goutam S/o Chandappa Age 24 Years, Occ. Coolie R/o Baichabal.Tq. Hunsagi. 12. Anil Harijan S/o Hulagappa Harijan Age 25 Years, Occ. Agri, R/o Bekinal. Tq. Sindagi. Dist. Vijayapur. 13. Akshata D/o Hulagappa kattimani Age 15 Years Minor (student) U/g of her real mother Laxmibai W/o Hulagappa (i.e. petitioner. No. 4) R/o Bekinal. Tq. Sindagi. Dist. Vijayapur. .....Petitioners. -V/s- 1. The Tahasildar Hunsagi. Tq. Hunsagi. Dist. Yadagiri. 2. All Concerned. .....Respondents. Claim: Petition U/s 13(3) of Registration of birth & death act.1969 Whereas the above named petitioners have filed an application U/s 13(3) of registration of birth & death act.1969 against the Tahasildar Hunsagi and all concerned person for issue of death certificate of late Siddappa S/o Bhimappa stating that the petitioners are the only legal heirs and successors of late Siddappa S/o Bhimappa who died on 29-06-2007 at Baichabal village Tq. Hunsagi .dist. Yadgiri. Hence the petitioners have filed this petition for issue of death certificate. Therefore you are hereby directed to all concerned in the above case and to appear before this court on 06-08-2025 at 11-00 A.M. in person or through pleader duly instructed to answer the petition, failing which necessary order will be passed in your absence according to law. Given under my hand and seal of this court on this 13th day of 06 2025 at Shorapur. [1133, 1755, 1476, 2087]
